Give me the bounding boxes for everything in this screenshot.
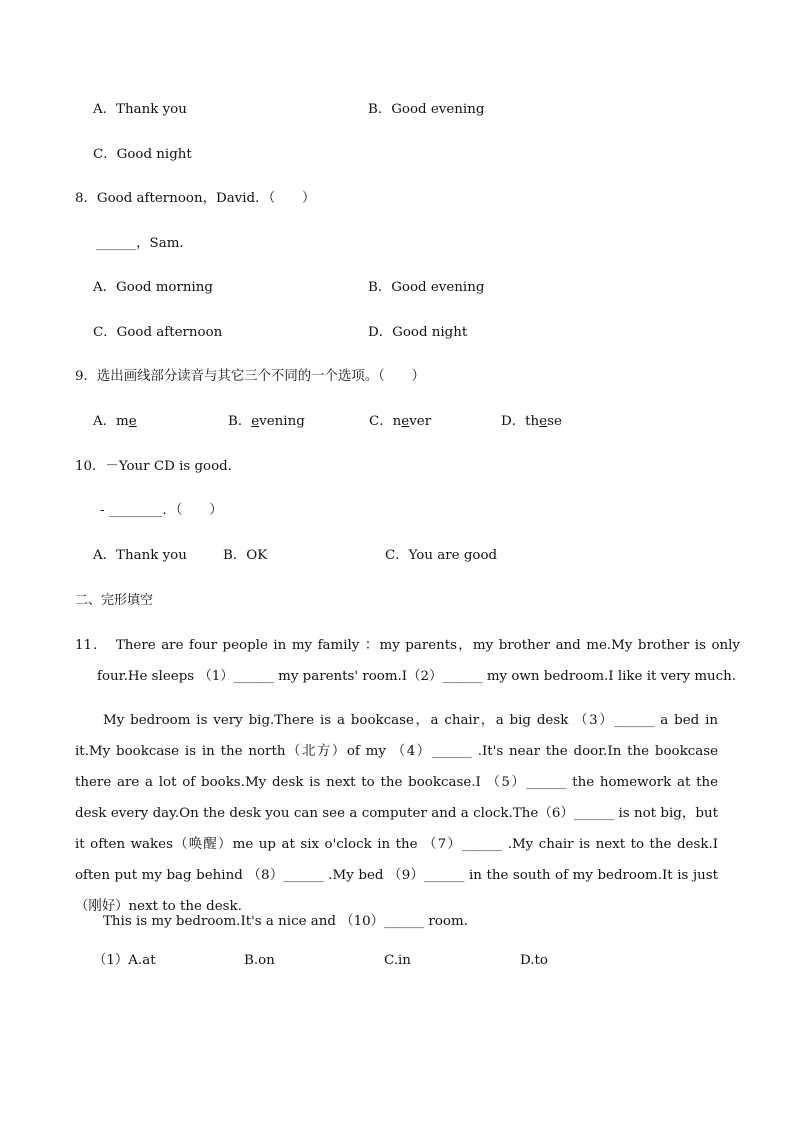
q9-option-d[interactable]: [501, 413, 562, 431]
q9-option-c-suffix: ver: [409, 414, 432, 429]
q8-stem: 8．Good afternoon，David．（ ）: [75, 191, 316, 206]
q11-sub1-option-d[interactable]: D.to: [520, 953, 548, 968]
q9-option-a-underlined: e: [128, 414, 137, 429]
section-title: 二、完形填空: [75, 593, 154, 608]
q11-sub1-option-c[interactable]: C.in: [384, 953, 411, 968]
q10-option-b[interactable]: B．OK: [223, 548, 268, 563]
q7-option-a[interactable]: A．Thank you: [93, 102, 187, 117]
q9-option-c[interactable]: [369, 413, 431, 431]
q10-reply: - ________．（ ）: [100, 503, 223, 518]
q7-option-b[interactable]: B．Good evening: [368, 102, 485, 117]
q11-paragraph-3: This is my bedroom.It's a nice and （10）______ room.: [103, 914, 468, 929]
q10-stem: 10．－Your CD is good．: [75, 459, 242, 474]
q7-option-c[interactable]: C．Good night: [93, 147, 192, 162]
q8-option-c[interactable]: C．Good afternoon: [93, 325, 223, 340]
q10-option-c[interactable]: C．You are good: [385, 548, 498, 563]
q9-option-a-prefix: A．m: [93, 414, 129, 429]
q11-sub1-option-b[interactable]: B.on: [244, 953, 275, 968]
q10-option-a[interactable]: A．Thank you: [93, 548, 187, 563]
q9-option-b[interactable]: [228, 413, 305, 431]
q11-paragraph-2: My bedroom is very big.There is a bookcase，a chair，a big desk （3）______ a bed in it.My bookcase is in the north（北方）of my （4）______ .It's near the door.In the bookcase there are a lot of books.My desk is next to the bookcase.I （5）______ the homework at the desk every day.On the desk you can see a computer and a clock.The（6）______ is not big，but it often wakes（唤醒）me up at six o'clock in the （7）______ .My chair is next to the desk.I often put my bag behind （8）______ .My bed （9）______ in the south of my bedroom.It is just（刚好）next to the desk.: [75, 713, 718, 914]
q9-option-b-suffix: vening: [259, 414, 305, 429]
q9-option-d-underlined: e: [539, 414, 548, 429]
q9-option-d-prefix: D．th: [501, 414, 540, 429]
q8-option-d[interactable]: D．Good night: [368, 325, 468, 340]
q8-reply: ______，Sam．: [96, 236, 193, 251]
q9-stem: 9．选出画线部分读音与其它三个不同的一个选项。（ ）: [75, 369, 425, 384]
q9-option-a[interactable]: [93, 413, 137, 431]
q11-sub1-option-a[interactable]: （1）A.at: [93, 953, 156, 968]
q11-paragraph-1: 11． There are four people in my family ：my parents，my brother and me.My brother is only four.He sleeps （1）______ my parents' room.I（2）______ my own bedroom.I like it very much.: [75, 638, 740, 684]
q8-option-a[interactable]: A．Good morning: [93, 280, 213, 295]
q8-option-b[interactable]: B．Good evening: [368, 280, 485, 295]
q9-option-b-underlined: e: [251, 414, 260, 429]
q9-option-b-prefix: B．: [228, 414, 252, 429]
q9-option-c-underlined: e: [401, 414, 410, 429]
q9-option-c-prefix: C．n: [369, 414, 402, 429]
q9-option-d-suffix: se: [547, 414, 562, 429]
